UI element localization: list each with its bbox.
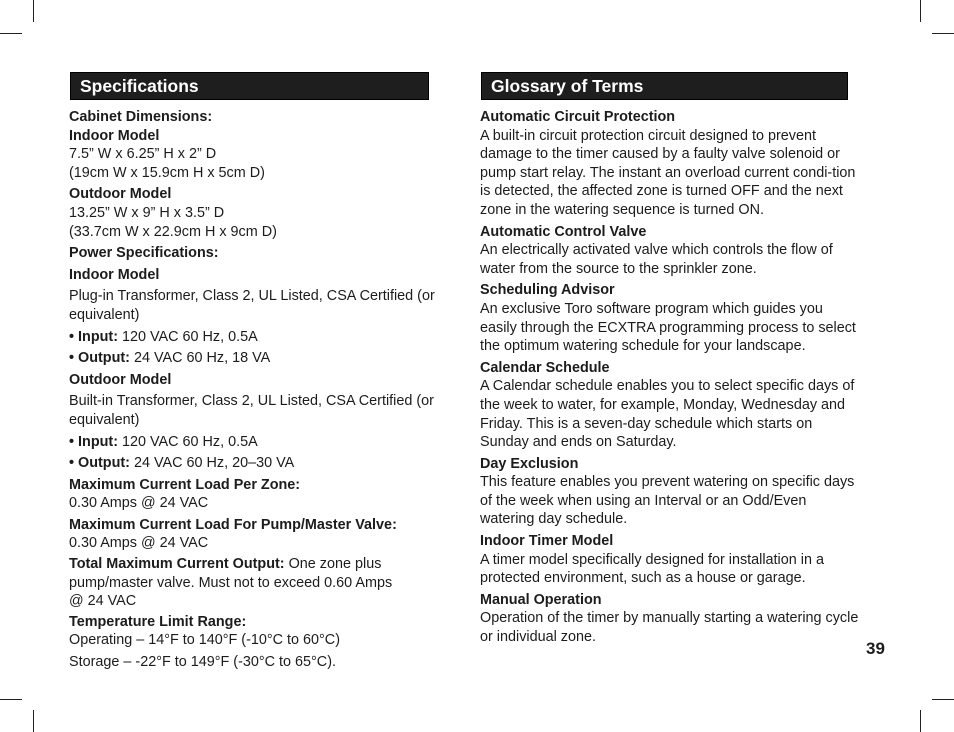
term-title: Automatic Circuit Protection [480, 109, 676, 125]
cabinet-outdoor-dims-in: 13.25” W x 9” H x 3.5” D [69, 204, 225, 221]
term-definition: A built-in circuit protection circuit designed to prevent damage to the timer caused by a faulty valve solenoid or pump start relay. The instant an overload current condi-tion is detected, the affected zone is turned OFF and the next zone in the watering sequence is turned ON. [480, 127, 856, 218]
glossary-heading: Glossary of Terms [481, 72, 848, 100]
total-max-value: One zone plus pump/master valve. Must not to exceed 0.60 Amps [69, 556, 393, 591]
power-indoor-label: Indoor Model [69, 266, 160, 283]
crop-mark [0, 699, 22, 700]
temp-storage: Storage – -22°F to 149°F (-30°C to 65°C). [69, 654, 336, 671]
input-value: 120 VAC 60 Hz, 0.5A [118, 433, 258, 450]
total-max-label: Total Maximum Current Output: [69, 556, 285, 573]
total-max-value-2: @ 24 VAC [69, 593, 137, 610]
glossary-term [480, 359, 860, 452]
cabinet-indoor-dims-in: 7.5” W x 6.25” H x 2” D [69, 146, 217, 163]
page-number: 39 [866, 639, 885, 658]
crop-mark [920, 710, 921, 732]
term-definition: A Calendar schedule enables you to select specific days of the week to water, for example, Monday, Wednesday and Friday. This is a seven-day schedule which starts on Sunday and ends on Saturday. [480, 378, 855, 451]
power-outdoor-output [69, 454, 437, 473]
output-value: 24 VAC 60 Hz, 18 VA [129, 350, 271, 367]
power-outdoor-label: Outdoor Model [69, 371, 172, 388]
power-specs-heading: Power Specifications: [69, 245, 219, 262]
max-zone-value: 0.30 Amps @ 24 VAC [69, 495, 209, 512]
cabinet-indoor-label: Indoor Model [69, 127, 160, 144]
term-title: Automatic Control Valve [480, 223, 647, 240]
max-pump-value: 0.30 Amps @ 24 VAC [69, 535, 209, 552]
glossary-term [480, 223, 860, 279]
glossary-term [480, 455, 860, 529]
input-label: • Input: [69, 328, 118, 345]
input-label: • Input: [69, 433, 118, 450]
glossary-term [480, 281, 860, 355]
term-definition: A timer model specifically designed for installation in a protected environment, such as a house or garage. [480, 551, 824, 587]
power-indoor-output [69, 349, 437, 368]
total-max-output [69, 555, 437, 592]
temp-operating: Operating – 14°F to 140°F (-10°C to 60°C) [69, 632, 340, 649]
output-value: 24 VAC 60 Hz, 20–30 VA [129, 455, 295, 472]
power-outdoor-input [69, 433, 437, 452]
temp-heading: Temperature Limit Range: [69, 613, 247, 630]
specifications-heading: Specifications [70, 72, 429, 100]
crop-mark [33, 0, 34, 22]
output-label: • Output: [69, 350, 130, 367]
power-outdoor-desc: Built-in Transformer, Class 2, UL Listed, CSA Certified (or equivalent) [69, 393, 434, 428]
specifications-section [69, 72, 437, 672]
glossary-term [480, 591, 860, 647]
term-definition: An exclusive Toro software program which guides you easily through the ECXTRA programming process to select the optimum watering schedule for your landscape. [480, 300, 856, 355]
term-title: Manual Operation [480, 591, 602, 608]
cabinet-indoor-dims-cm: (19cm W x 15.9cm H x 5cm D) [69, 164, 265, 181]
cabinet-outdoor-label: Outdoor Model [69, 186, 172, 203]
crop-mark [932, 33, 954, 34]
crop-mark [33, 710, 34, 732]
max-zone-heading: Maximum Current Load Per Zone: [69, 476, 301, 493]
max-pump-heading: Maximum Current Load For Pump/Master Valve: [69, 516, 397, 533]
glossary-term [480, 532, 860, 588]
power-indoor-desc: Plug-in Transformer, Class 2, UL Listed, CSA Certified (or equivalent) [69, 288, 435, 323]
crop-mark [0, 33, 22, 34]
input-value: 120 VAC 60 Hz, 0.5A [118, 328, 258, 345]
glossary-section [480, 72, 860, 647]
term-title: Indoor Timer Model [480, 533, 614, 550]
cabinet-outdoor-dims-cm: (33.7cm W x 22.9cm H x 9cm D) [69, 223, 277, 240]
crop-mark [920, 0, 921, 22]
cabinet-dimensions-heading: Cabinet Dimensions: [69, 109, 213, 125]
term-definition: An electrically activated valve which controls the flow of water from the source to the sprinkler zone. [480, 242, 833, 277]
output-label: • Output: [69, 455, 130, 472]
power-indoor-input [69, 328, 437, 347]
glossary-term [480, 108, 860, 220]
term-title: Day Exclusion [480, 455, 579, 472]
term-title: Scheduling Advisor [480, 282, 615, 299]
term-definition: Operation of the timer by manually starting a watering cycle or individual zone. [480, 610, 859, 646]
crop-mark [932, 699, 954, 700]
term-definition: This feature enables you prevent watering on specific days of the week when using an Interval or an Odd/Even watering day schedule. [480, 474, 855, 528]
term-title: Calendar Schedule [480, 359, 610, 376]
